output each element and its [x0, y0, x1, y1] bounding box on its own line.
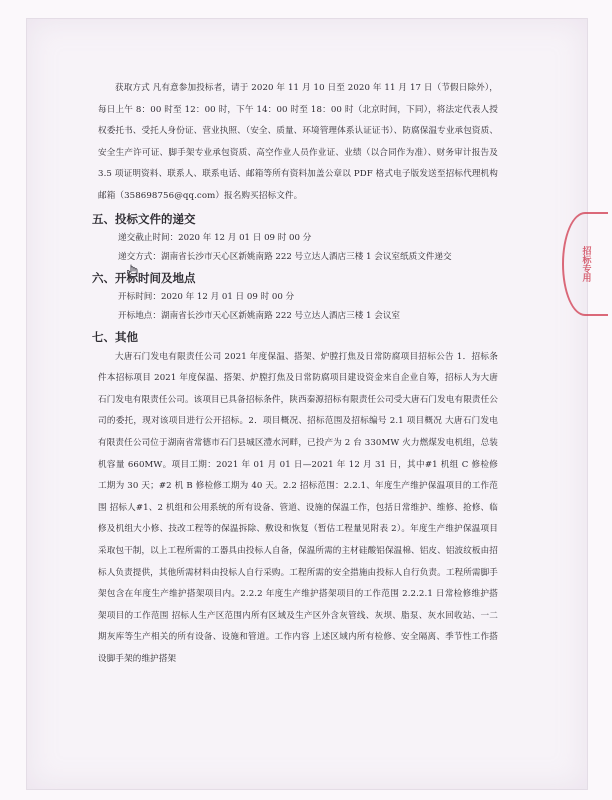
section-7-heading: 七、其他	[92, 329, 138, 344]
access-method-paragraph: 获取方式 凡有意参加投标者，请于 2020 年 11 月 10 日至 2020 年 11 月 17 日（节假日除外），每日上午 8：00 时至 12：00 时，下午 14：00 时至 18：00 时（北京时间，下同），将法定代表人授权委托书、受托人身份证、营业执照、（安全、质量、环境管理体系认证证书）、防腐保温专业承包资质、安全生产许可证、脚手架专业承包资质、高空作业人员作业证、业绩（以合同作为准）、财务审计报告及 3.5 项证明资料、联系人、联系电话、邮箱等所有资料加盖公章以 PDF 格式电子版发送至招标代理机构邮箱（358698756@qq.com）报名购买招标文件。	[98, 83, 499, 201]
opening-location: 开标地点：湖南省长沙市天心区新姚南路 222 号立达人酒店三楼 1 会议室	[118, 310, 401, 321]
section-6-heading: 六、开标时间及地点	[92, 270, 196, 285]
other-info-paragraph: 大唐石门发电有限责任公司 2021 年度保温、搭架、炉膛打焦及日常防腐项目招标公告 1．招标条件本招标项目 2021 年度保温、搭架、炉膛打焦及日常防腐项目建设资金来自企业自筹，招标人为大唐石门发电有限责任公司。该项目已具备招标条件，陕西秦源招标有限责任公司受大唐石门发电有限责任公司的委托，现对该项目进行公开招标。2．项目概况、招标范围及招标编号 2.1 项目概况 大唐石门发电有限责任公司位于湖南省常德市石门县城区澧水河畔，已投产为 2 台 330MW 火力燃煤发电机组，总装机容量 660MW。项目工期：2021 年 01 月 01 日—2021 年 12 月 31 日，其中#1 机组 C 修检修工期为 30 天；#2 机 B 修检修工期为 40 天。2.2 招标范围：2.2.1、年度生产维护保温项目的工作范围 招标人#1、2 机组和公用系统的所有设备、管道、设施的保温工作，包括日常维护、维修、抢修、临修及机组大小修、技改工程等的保温拆除、敷设和恢复（暂估工程量见附表 2）。年度生产维护保温项目采取包干制，以上工程所需的工器具由投标人自备，保温所需的主材硅酸铝保温棉、铝皮、铝波纹板由招标人负责提供，其他所需材料由投标人自行采购。工程所需的安全措施由投标人自行负责。工程所需脚手架包含在年度生产维护搭架项目内。2.2.2 年度生产维护搭架项目的工作范围 2.2.2.1 日常检修维护搭架项目的工作范围 招标人生产区范围内所有区域及生产区外含灰管线、灰坝、脂泵、灰水回收站、一二期灰库等生产相关的所有设备、设施和管道。工作内容 上述区域内所有检修、安全隔离、季节性工作搭设脚手架的维护搭架	[98, 351, 498, 664]
hand-pointer-icon	[127, 264, 139, 278]
document-content	[92, 78, 499, 670]
submission-location: 递交方式：湖南省长沙市天心区新姚南路 222 号立达人酒店三楼 1 会议室纸质文件递交	[118, 251, 452, 262]
seal-stamp-icon	[562, 212, 608, 316]
submission-deadline: 递交截止时间：2020 年 12 月 01 日 09 时 00 分	[118, 232, 312, 243]
section-5-heading: 五、投标文件的递交	[92, 211, 196, 226]
stamp-text: 招标专用	[580, 246, 591, 282]
opening-time: 开标时间：2020 年 12 月 01 日 09 时 00 分	[118, 291, 295, 302]
